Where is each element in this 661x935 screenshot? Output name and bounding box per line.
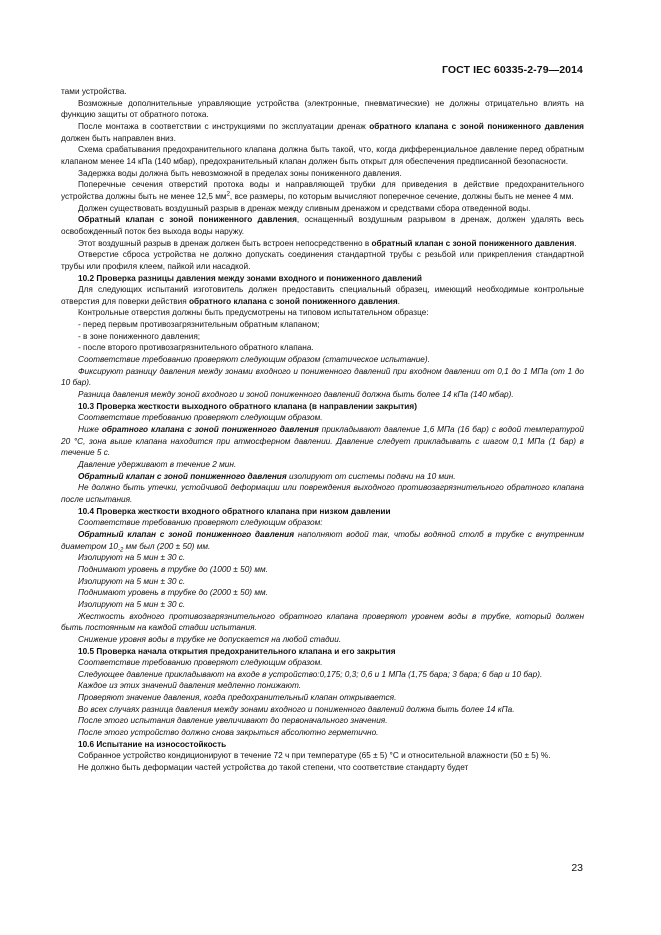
section-heading-10-5: 10.5 Проверка начала открытия предохранительного клапана и его закрытия xyxy=(78,646,396,656)
paragraph: Для следующих испытаний изготовитель должен предоставить специальный образец, имеющий необходимые контрольные отверстия для поверки действия обратного клапана с зоной пониженного давления. xyxy=(61,285,584,306)
page-number: 23 xyxy=(571,862,583,874)
paragraph: Обратный клапан с зоной пониженного давления изолируют от системы подачи на 10 мин. xyxy=(78,471,456,481)
paragraph: Поднимают уровень в трубке до (1000 ± 50) мм. xyxy=(78,564,268,574)
section-heading-10-2: 10.2 Проверка разницы давления между зонами входного и пониженного давлений xyxy=(78,273,422,283)
paragraph: Снижение уровня воды в трубке не допускается на любой стадии. xyxy=(78,634,342,644)
paragraph: Изолируют на 5 мин ± 30 с. xyxy=(78,599,186,609)
paragraph: Соответствие требованию проверяют следующим образом: xyxy=(78,518,323,528)
section-heading-10-6: 10.6 Испытание на износостойкость xyxy=(78,739,227,749)
paragraph: Этот воздушный разрыв в дренаж должен быть встроен непосредственно в обратный клапан с зоной пониженного давления. xyxy=(78,238,577,248)
paragraph: Не должно быть утечки, устойчивой деформации или повреждения выходного противозагрязнительного обратного клапана после испытания. xyxy=(61,483,584,504)
section-heading-10-3: 10.3 Проверка жесткости выходного обратного клапана (в направлении закрытия) xyxy=(78,401,417,411)
list-item: - в зоне пониженного давления; xyxy=(78,331,201,341)
paragraph: Соответствие требованию проверяют следующим образом. xyxy=(78,658,323,668)
paragraph: Не должно быть деформации частей устройства до такой степени, что соответствие стандарту будет xyxy=(78,763,469,773)
paragraph: Задержка воды должна быть невозможной в пределах зоны пониженного давления. xyxy=(78,168,402,178)
paragraph: Во всех случаях разница давления между зонами входного и пониженного давлений должна быть более 14 кПа. xyxy=(78,704,515,714)
paragraph: После монтажа в соответствии с инструкциями по эксплуатации дренаж обратного клапана с зоной пониженного давления должен быть направлен вниз. xyxy=(61,121,584,143)
paragraph: Проверяют значение давления, когда предохранительный клапан открывается. xyxy=(78,693,397,703)
paragraph: Каждое из этих значений давления медленно понижают. xyxy=(78,681,302,691)
body-text xyxy=(61,86,584,774)
paragraph: Соответствие требованию проверяют следующим образом. xyxy=(78,413,323,423)
list-item: - после второго противозагрязнительного обратного клапана. xyxy=(78,343,314,353)
list-item: - перед первым противозагрязнительным обратным клапаном; xyxy=(78,320,320,330)
paragraph: тами устройства. xyxy=(61,87,127,96)
document-number: ГОСТ IEC 60335-2-79—2014 xyxy=(441,64,583,76)
paragraph: Обратный клапан с зоной пониженного давления наполняют водой так, чтобы водяной столб в трубке с внутренним диаметром $10_{-2}$ мм был (200 ± 50) мм. xyxy=(61,529,584,554)
paragraph: Схема срабатывания предохранительного клапана должна быть такой, что, когда дифференциальное давление перед обратным клапаном менее 14 кПа (140 мбар), предохранительный клапан должен быть открыт для обеспечения предписанной безопасности. xyxy=(61,145,584,166)
paragraph: Собранное устройство кондиционируют в течение 72 ч при температуре (65 ± 5) °С и относительной влажности (50 ± 5) %. xyxy=(78,751,551,761)
paragraph: Давление удерживают в течение 2 мин. xyxy=(78,460,237,469)
section-heading-10-4: 10.4 Проверка жесткости входного обратного клапана при низком давлении xyxy=(78,506,391,516)
paragraph: Изолируют на 5 мин ± 30 с. xyxy=(78,553,186,563)
paragraph: Отверстие сброса устройства не должно допускать соединения стандартной трубы с резьбой или прикрепления стандартной трубы или профиля клеем, пайкой или насадкой. xyxy=(61,250,584,271)
paragraph: Изолируют на 5 мин ± 30 с. xyxy=(78,576,186,586)
paragraph: После этого испытания давление увеличивают до первоначального значения. xyxy=(78,716,388,726)
paragraph: Поднимают уровень в трубке до (2000 ± 50) мм. xyxy=(78,588,268,598)
paragraph: Соответствие требованию проверяют следующим образом (статическое испытание). xyxy=(78,355,430,365)
paragraph: Фиксируют разницу давления между зонами входного и пониженного давлений при входном давлении от 0,1 до 1 МПа (от 1 до 10 бар). xyxy=(61,366,584,388)
paragraph: Жесткость входного противозагрязнительного обратного клапана проверяют уровнем воды в трубке, который должен быть постоянным на каждой стадии испытания. xyxy=(61,611,584,633)
paragraph: Ниже обратного клапана с зоной пониженного давления прикладывают давление 1,6 МПа (16 бар) с водой температурой 20 °С, зона выше клапана находится при атмосферном давлении. Давление следует прикладывать с шагом 0,1 МПа (1 бар) в течение 5 с. xyxy=(61,425,585,458)
paragraph: Следующее давление прикладывают на входе в устройство:0,175; 0,3; 0,6 и 1 МПа (1,75 бара; 3 бара; 6 бар и 10 бар). xyxy=(78,669,543,679)
paragraph: Разница давления между зоной входного и зоной пониженного давлений должна быть более 14 кПа (140 мбар). xyxy=(78,390,514,400)
paragraph: Должен существовать воздушный разрыв в дренаж между сливным дренажом и средствами сбора отведенной воды. xyxy=(78,203,531,213)
paragraph: После этого устройство должно снова закрыться абсолютно герметично. xyxy=(78,728,379,738)
paragraph: Контрольные отверстия должны быть предусмотрены на типовом испытательном образце: xyxy=(78,308,429,318)
paragraph: Обратный клапан с зоной пониженного давления, оснащенный воздушным разрывом в дренаж, должен удалять весь освобожденный поток без выхода воды наружу. xyxy=(61,215,584,236)
paragraph: Возможные дополнительные управляющие устройства (электронные, пневматические) не должны отрицательно влиять на функцию защиты от обратного потока. xyxy=(61,98,584,120)
paragraph: Поперечные сечения отверстий протока воды и направляющей трубки для приведения в действие предохранительного устройства должны быть не менее 12,5 $мм^2$, все размеры, по которым вычисляют поперечное сечение, должны быть не менее 4 мм. xyxy=(61,180,584,201)
